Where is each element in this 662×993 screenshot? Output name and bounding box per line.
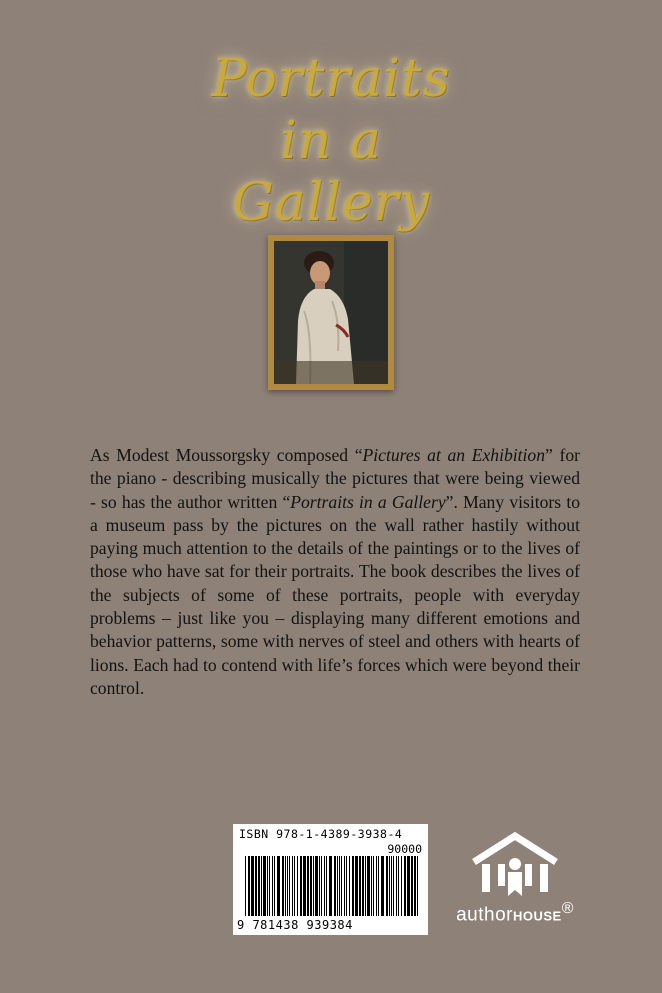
back-cover-blurb [90, 444, 580, 700]
barcode-bar [292, 856, 293, 916]
barcode-bar [310, 856, 312, 916]
title-line-3: Gallery [232, 173, 430, 233]
barcode-bar [414, 856, 416, 916]
barcode-number: 9 781438 939384 [237, 918, 353, 932]
portrait-figure-image [274, 241, 388, 384]
barcode-bar [367, 856, 370, 916]
barcode-bar [386, 856, 388, 916]
blurb-text-1: As Modest Moussorgsky composed “ [90, 445, 363, 465]
barcode-bar [359, 856, 361, 916]
barcode-bar [274, 856, 275, 916]
barcode-bar [303, 856, 306, 916]
barcode-bar [277, 856, 280, 916]
barcode-bar [258, 856, 260, 916]
publisher-name [440, 900, 590, 926]
barcode-bar [282, 856, 284, 916]
barcode-bar [321, 856, 322, 916]
barcode-bar [355, 856, 358, 916]
blurb-work-title-2: Portraits in a Gallery [290, 491, 446, 512]
title-line-1: Portraits [211, 49, 451, 109]
barcode-bar [365, 856, 366, 916]
barcode-bar [401, 856, 402, 916]
barcode-bar [398, 856, 399, 916]
barcode-bar [373, 856, 374, 916]
barcode-bar [341, 856, 342, 916]
barcode-bar [300, 856, 302, 916]
barcode-bar [344, 856, 345, 916]
price-code: 90000 [387, 842, 422, 856]
barcode-bar [251, 856, 254, 916]
barcode-bar [294, 856, 295, 916]
barcode-bar [349, 856, 350, 916]
registered-mark: ® [561, 900, 574, 917]
book-title [0, 48, 662, 234]
barcode-bar [407, 856, 410, 916]
blurb-work-title-1: Pictures at an Exhibition [362, 445, 546, 465]
barcode-bar [378, 856, 379, 916]
barcode-bar [376, 856, 377, 916]
barcode-bar [339, 856, 340, 916]
barcode-bar [324, 856, 325, 916]
blurb-text-2: ” for the piano - describing musically the pictures that were being viewed - so has the author written “ [90, 445, 580, 512]
barcode-bar [329, 856, 332, 916]
barcode-bar [269, 856, 270, 916]
barcode-bar [404, 856, 406, 916]
barcode-bar [319, 856, 320, 916]
barcode-bar [315, 856, 318, 916]
barcode-bar [297, 856, 298, 916]
barcode-bar [411, 856, 413, 916]
barcode-bar [391, 856, 392, 916]
barcode-bar [352, 856, 354, 916]
blurb-text-3: ”. Many visitors to a museum pass by the pictures on the wall rather hastily without paying much attention to the details of the paintings or to the lives of those who have sat for their portraits. The book describes the lives of the subjects of some of these portraits, people with everyday problems – just like you – displaying many different emotions and behavior patterns, some with nerves of steel and others with hearts of lions. Each had to contend with life’s forces which were beyond their control. [90, 491, 581, 698]
barcode-bar [381, 856, 384, 916]
barcode-bar [261, 856, 262, 916]
title-line-2: in a [280, 111, 382, 171]
barcode-bar [346, 856, 347, 916]
isbn-number: ISBN 978-1-4389-3938-4 [239, 827, 403, 841]
barcode-bar [287, 856, 288, 916]
barcode-bar [248, 856, 250, 916]
barcode-bar [313, 856, 314, 916]
barcode-bar [337, 856, 338, 916]
barcode-bar [334, 856, 336, 916]
barcode-bar [371, 856, 372, 916]
barcode-bar [417, 856, 418, 916]
barcode-bar [263, 856, 266, 916]
barcode-bar [362, 856, 364, 916]
barcode-bar [285, 856, 286, 916]
barcode-bar [393, 856, 394, 916]
barcode-bar [307, 856, 309, 916]
barcode-bar [289, 856, 290, 916]
barcode-bar [396, 856, 397, 916]
barcode-bar [245, 856, 246, 916]
barcode-bar [326, 856, 327, 916]
publisher-logo [440, 832, 590, 932]
publisher-name-main: author [456, 904, 513, 926]
publisher-name-house: HOUSE [512, 908, 562, 924]
barcode-bar [272, 856, 273, 916]
portrait-painting [268, 235, 394, 390]
isbn-barcode [233, 824, 428, 935]
house-icon [468, 832, 562, 898]
barcode-bar [389, 856, 390, 916]
barcode-bar [255, 856, 257, 916]
barcode-bar [267, 856, 268, 916]
blurb-paragraph [90, 444, 580, 700]
